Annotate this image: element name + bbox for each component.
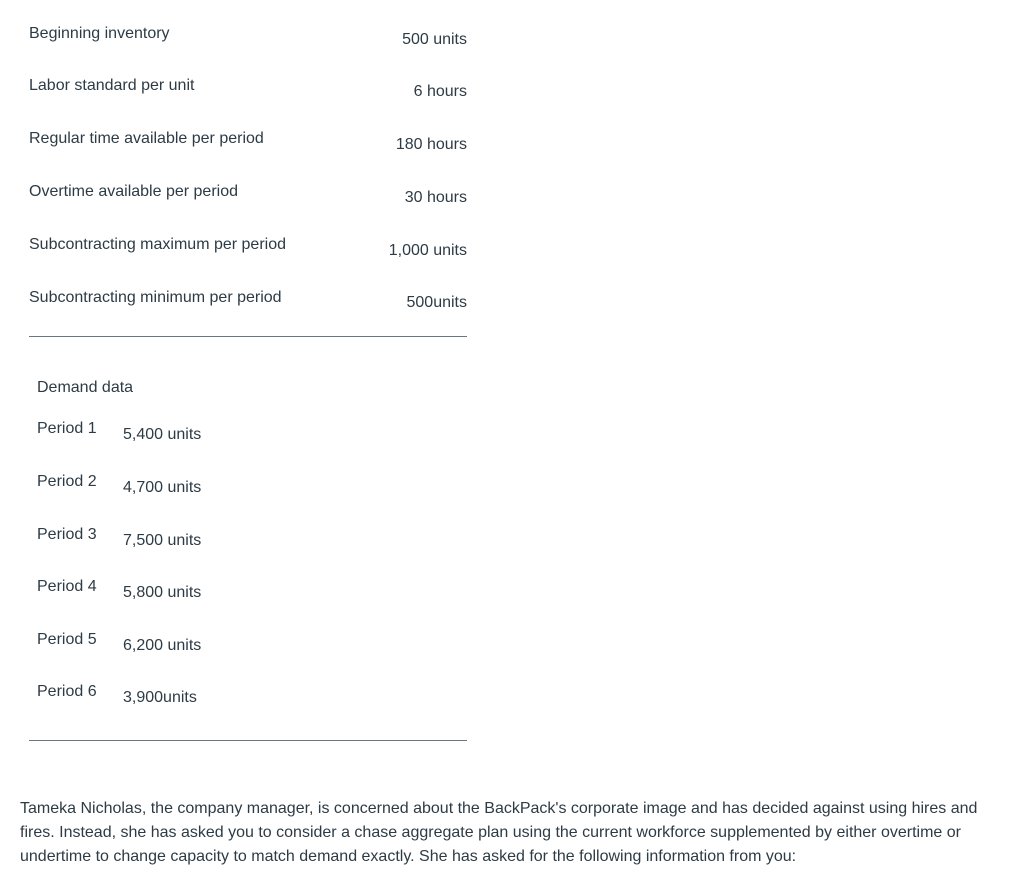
period-label-5: Period 5 <box>37 631 97 648</box>
period-label-4: Period 4 <box>37 578 97 595</box>
period-label-2: Period 2 <box>37 473 97 490</box>
period-value-5: 6,200 units <box>123 637 202 654</box>
param-value-beginning-inventory: 500 units <box>402 31 467 48</box>
section-divider-bottom <box>29 740 467 741</box>
param-value-labor-standard: 6 hours <box>413 83 467 100</box>
scenario-paragraph: Tameka Nicholas, the company manager, is concerned about the BackPack's corporate image and has decided against using hires and fires. Instead, she has asked you to consider a chase aggregate plan using the current workforce supplemented by either overtime or undertime to change capacity to match demand exactly. She has asked for the following information from you: <box>20 800 978 865</box>
param-value-subcontracting-min: 500units <box>406 294 467 311</box>
param-label-overtime: Overtime available per period <box>29 183 238 200</box>
param-value-regular-time: 180 hours <box>395 136 467 153</box>
period-value-6: 3,900units <box>123 689 197 706</box>
demand-title: Demand data <box>37 379 134 396</box>
period-value-1: 5,400 units <box>123 426 202 443</box>
period-label-1: Period 1 <box>37 420 97 437</box>
param-label-regular-time: Regular time available per period <box>29 130 264 147</box>
param-value-overtime: 30 hours <box>404 189 467 206</box>
period-label-3: Period 3 <box>37 526 97 543</box>
period-label-6: Period 6 <box>37 683 97 700</box>
param-label-subcontracting-max: Subcontracting maximum per period <box>29 236 287 253</box>
param-value-subcontracting-max: 1,000 units <box>388 242 467 259</box>
period-value-3: 7,500 units <box>123 532 202 549</box>
period-value-4: 5,800 units <box>123 584 202 601</box>
param-label-subcontracting-min: Subcontracting minimum per period <box>29 289 282 306</box>
param-label-beginning-inventory: Beginning inventory <box>29 25 170 42</box>
period-value-2: 4,700 units <box>123 479 202 496</box>
section-divider-top <box>29 336 467 337</box>
param-label-labor-standard: Labor standard per unit <box>29 77 195 94</box>
